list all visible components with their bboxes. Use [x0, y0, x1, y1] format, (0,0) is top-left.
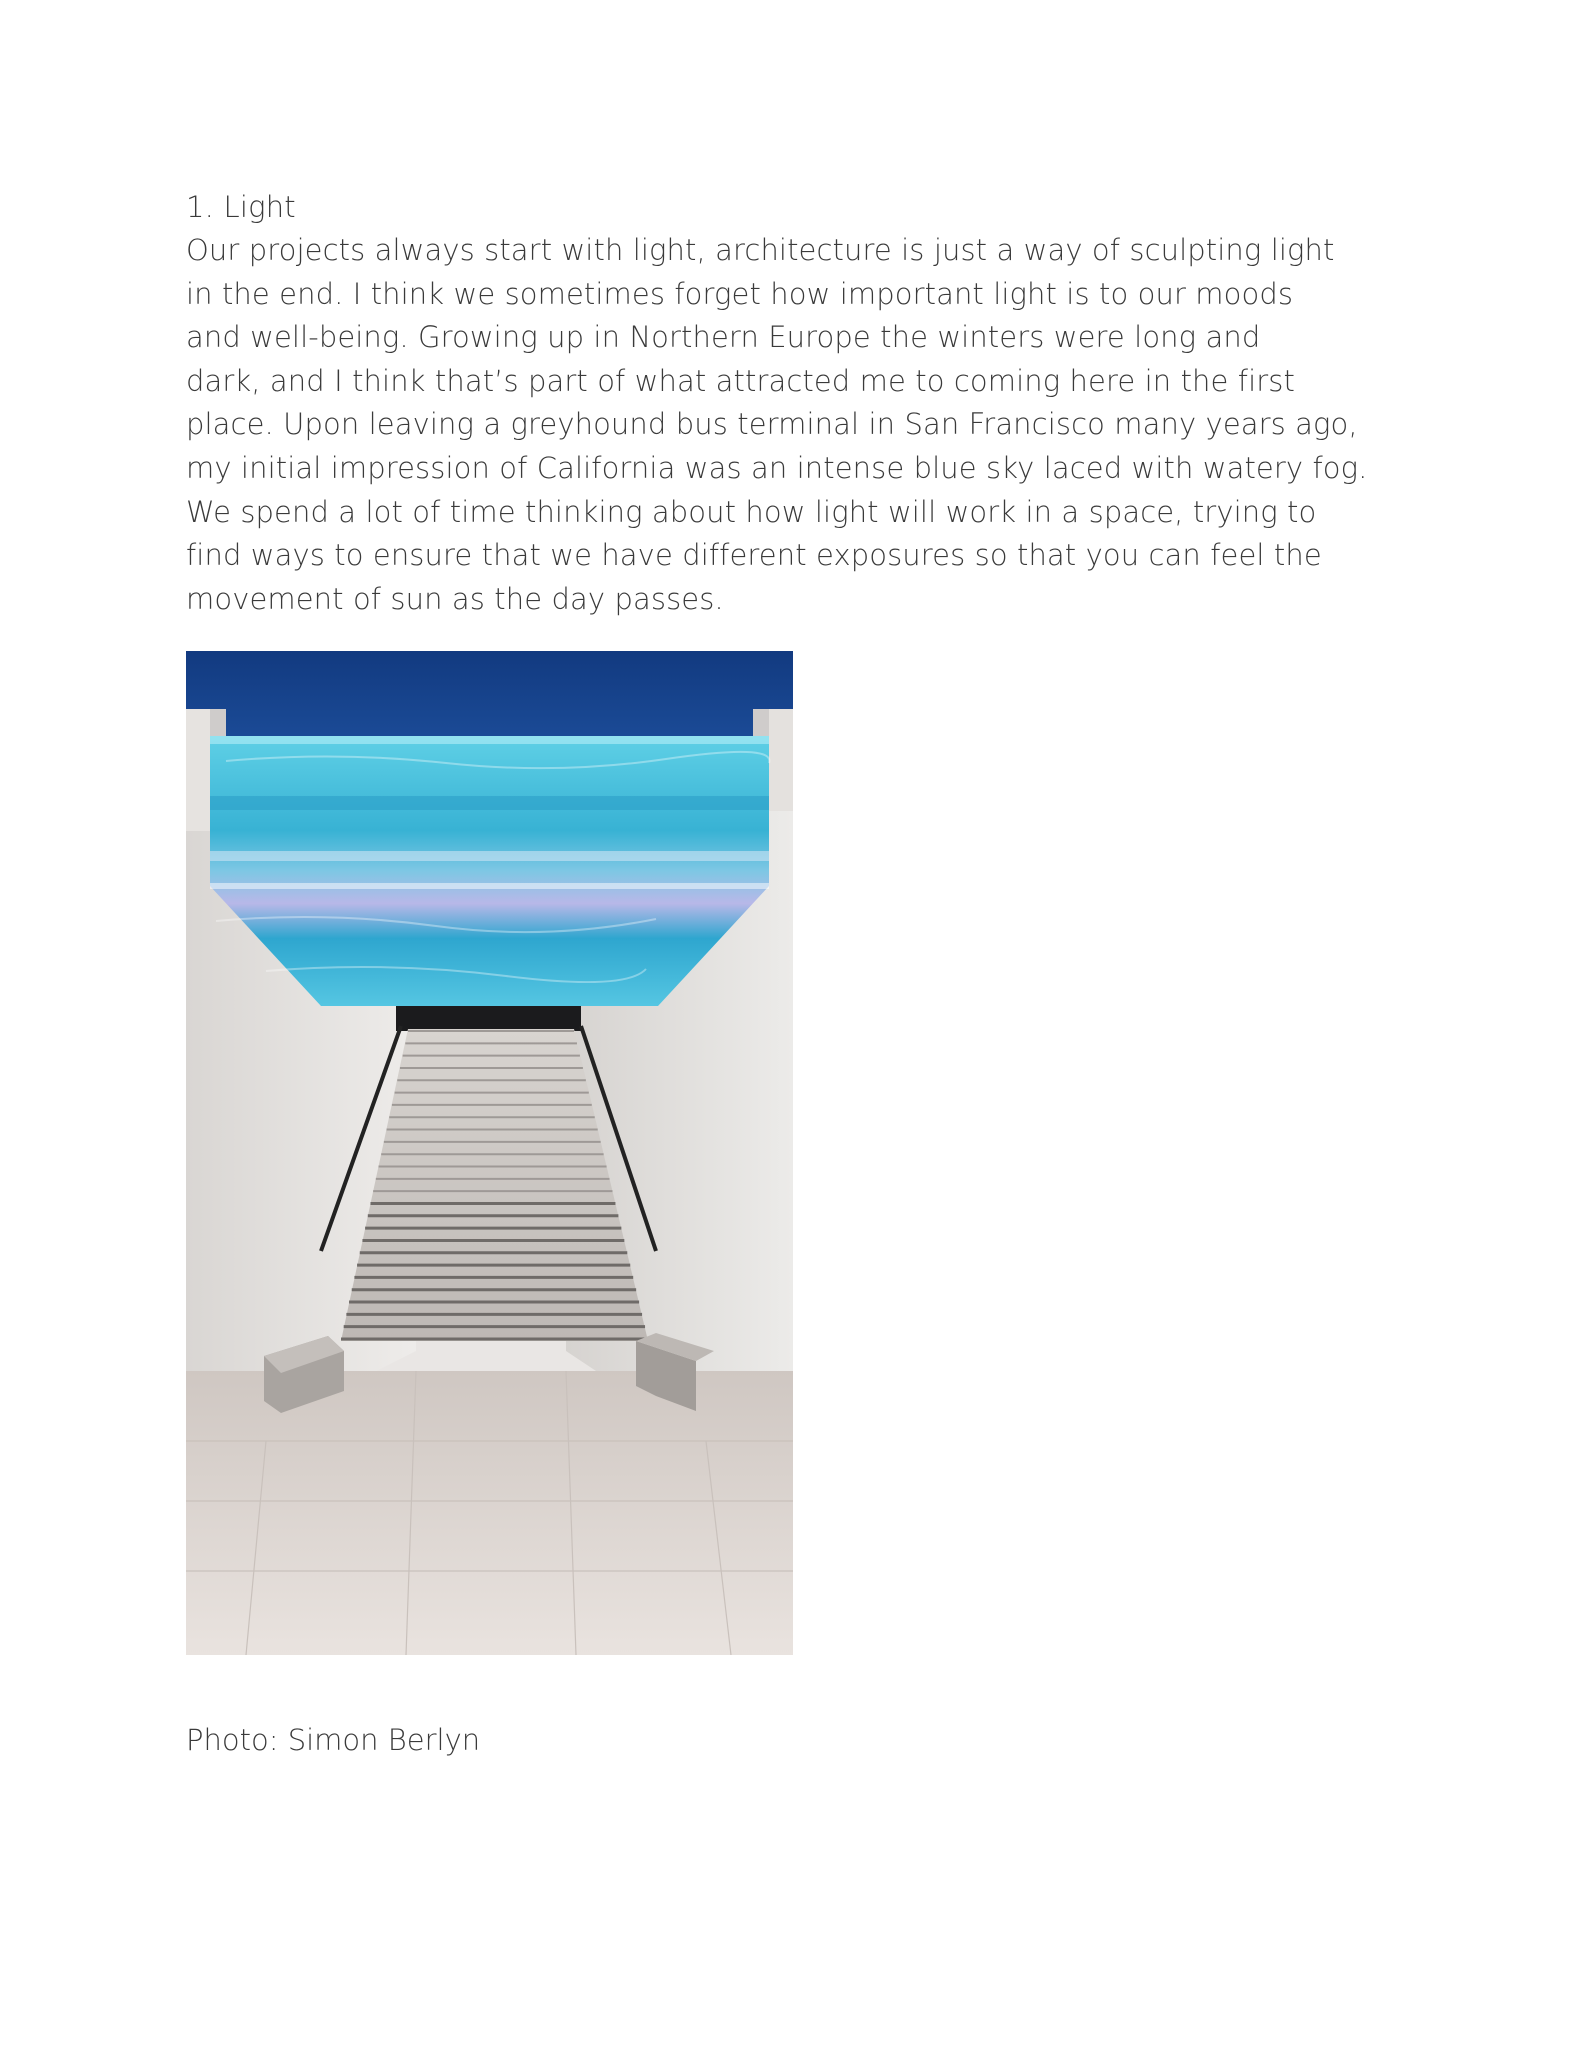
paragraph-line: We spend a lot of time thinking about how light will work in a space, trying to: [186, 494, 1317, 529]
paragraph-line: dark, and I think that’s part of what attracted me to coming here in the first: [186, 363, 1295, 398]
article-body: [186, 185, 1426, 621]
glass-pool: [210, 736, 769, 1006]
paragraph-line: find ways to ensure that we have different exposures so that you can feel the: [186, 538, 1322, 573]
paragraph-line: and well-being. Growing up in Northern Europe the winters were long and: [186, 320, 1261, 355]
paragraph-line: in the end. I think we sometimes forget how important light is to our moods: [186, 276, 1294, 311]
section-paragraph: [186, 229, 1426, 621]
section-heading: 1. Light: [186, 190, 296, 224]
staircase-pool-photo: [186, 651, 793, 1655]
paragraph-line: movement of sun as the day passes.: [186, 581, 724, 616]
photo-caption: Photo: Simon Berlyn: [186, 1723, 481, 1757]
paragraph-line: Our projects always start with light, architecture is just a way of sculpting light: [186, 233, 1335, 267]
paragraph-line: place. Upon leaving a greyhound bus terminal in San Francisco many years ago,: [186, 407, 1358, 442]
photo-illustration: [186, 651, 793, 1655]
plaza-floor: [186, 1371, 793, 1655]
stair-opening: [396, 1003, 581, 1031]
paragraph-line: my initial impression of California was an intense blue sky laced with watery fog.: [186, 450, 1368, 485]
